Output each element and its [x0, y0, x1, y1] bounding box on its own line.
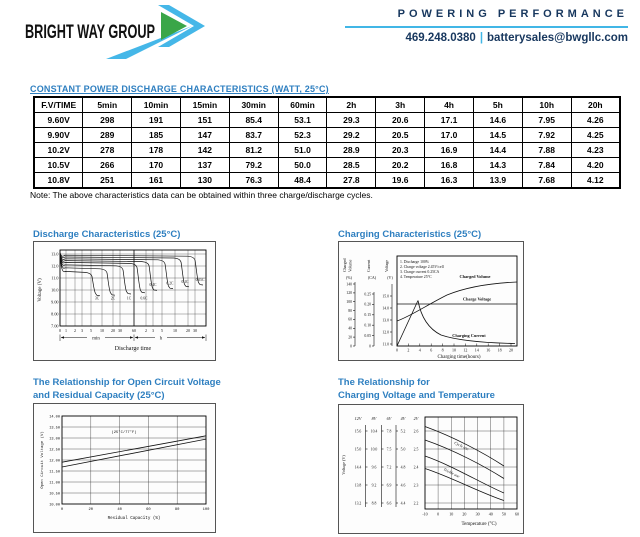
svg-text:60: 60 [515, 511, 519, 517]
svg-text:3C: 3C [94, 296, 100, 301]
table-cell: 13.9 [473, 173, 522, 189]
table-cell: 27.8 [327, 173, 376, 189]
table-cell: 4.26 [571, 113, 620, 128]
svg-text:120: 120 [346, 291, 352, 296]
svg-text:16: 16 [486, 347, 491, 353]
header-rule [345, 26, 628, 28]
svg-text:14.0: 14.0 [382, 306, 389, 311]
svg-text:6.9: 6.9 [386, 483, 392, 488]
svg-text:50: 50 [501, 511, 506, 517]
table-cell: 19.6 [376, 173, 425, 189]
column-header: 60min [278, 97, 327, 113]
table-cell: 76.3 [229, 173, 278, 189]
table-cell: 10.8V [34, 173, 83, 189]
column-header: 2h [327, 97, 376, 113]
svg-text:10.0: 10.0 [51, 287, 59, 293]
table-cell: 14.5 [473, 128, 522, 143]
separator: | [479, 32, 484, 44]
charging-chart [338, 241, 524, 361]
table-cell: 4.12 [571, 173, 620, 189]
contact-line [405, 32, 628, 44]
min-segment-label: min [92, 336, 100, 342]
scale-axis-lines [366, 425, 399, 507]
svg-text:Charged: Charged [342, 258, 347, 272]
x-tick-labels [59, 328, 197, 333]
table-cell: 81.2 [229, 143, 278, 158]
svg-text:0: 0 [59, 328, 61, 333]
svg-text:Volume: Volume [347, 259, 353, 272]
svg-text:60: 60 [146, 508, 151, 512]
test-conditions [400, 260, 444, 279]
svg-text:2.2: 2.2 [413, 501, 419, 506]
svg-text:80: 80 [348, 308, 352, 313]
current-tick-labels [364, 292, 371, 348]
discharge-chart-title: Discharge Characteristics (25°C) [33, 229, 181, 240]
table-cell: 17.0 [425, 128, 474, 143]
table-cell: 79.2 [229, 158, 278, 173]
table-cell: 16.3 [425, 173, 474, 189]
svg-text:0.1C: 0.1C [181, 280, 189, 284]
svg-text:3: 3 [81, 328, 83, 333]
svg-text:7.5: 7.5 [386, 447, 392, 452]
table-cell: 137 [180, 158, 229, 173]
table-cell: 7.68 [522, 173, 571, 189]
svg-text:3. Charge current 0.25CA: 3. Charge current 0.25CA [400, 270, 440, 274]
brand-logo [22, 3, 222, 61]
svg-text:8V: 8V [371, 416, 377, 421]
svg-text:(%): (%) [346, 275, 352, 280]
svg-text:2C: 2C [110, 296, 116, 301]
table-cell: 10.2V [34, 143, 83, 158]
tagline: POWERING PERFORMANCE [397, 8, 628, 20]
table-row [34, 158, 620, 173]
svg-text:0: 0 [437, 511, 440, 517]
svg-text:0: 0 [350, 344, 352, 349]
charged-volume-curve [397, 282, 517, 321]
column-header: 4h [425, 97, 474, 113]
svg-text:40: 40 [348, 326, 352, 331]
column-header: 20h [571, 97, 620, 113]
svg-text:0.25: 0.25 [364, 292, 371, 297]
table-cell: 14.6 [473, 113, 522, 128]
svg-text:60: 60 [132, 328, 136, 333]
table-cell: 7.88 [522, 143, 571, 158]
svg-text:2: 2 [407, 347, 410, 353]
svg-text:10: 10 [100, 328, 104, 333]
table-cell: 29.3 [327, 113, 376, 128]
table-row [34, 173, 620, 189]
svg-text:100: 100 [202, 508, 210, 512]
svg-text:Current: Current [366, 259, 371, 272]
mini-axes [353, 282, 392, 349]
svg-text:13.2: 13.2 [354, 501, 362, 506]
ocv-lines [62, 436, 206, 467]
y-tick-labels [49, 415, 60, 507]
svg-text:Charging Current: Charging Current [452, 333, 486, 338]
x-axis-label: Discharge time [114, 346, 152, 352]
table-cell: 178 [132, 143, 181, 158]
svg-text:-10: -10 [422, 511, 428, 517]
svg-text:Voltage: Voltage [384, 259, 389, 272]
svg-text:12.00: 12.00 [49, 459, 60, 464]
svg-text:0.20: 0.20 [364, 302, 371, 307]
svg-text:2: 2 [74, 328, 76, 333]
hour-segment-label: h [159, 336, 163, 342]
table-cell: 266 [83, 158, 132, 173]
svg-text:2V: 2V [413, 416, 419, 421]
table-cell: 289 [83, 128, 132, 143]
column-header: 5min [83, 97, 132, 113]
svg-text:4.8: 4.8 [400, 465, 406, 470]
temp-chart-title [338, 376, 568, 402]
table-cell: 191 [132, 113, 181, 128]
ocv-chart [33, 403, 216, 533]
svg-text:11.00: 11.00 [49, 481, 60, 486]
svg-text:11.0: 11.0 [51, 275, 59, 281]
svg-text:6: 6 [430, 347, 433, 353]
column-header: 10min [132, 97, 181, 113]
charging-chart-title: Charging Characteristics (25°C) [338, 229, 482, 240]
svg-text:2: 2 [145, 328, 147, 333]
svg-text:13.50: 13.50 [49, 426, 60, 431]
column-header: 30min [229, 97, 278, 113]
svg-text:14.4: 14.4 [354, 465, 362, 470]
svg-text:0.4C: 0.4C [149, 283, 157, 287]
x-tick-labels [61, 508, 210, 512]
svg-text:20: 20 [88, 508, 94, 512]
table-cell: 83.7 [229, 128, 278, 143]
cycle-use-label: Cycle use [453, 440, 470, 452]
table-cell: 142 [180, 143, 229, 158]
table-cell: 14.4 [473, 143, 522, 158]
table-cell: 28.9 [327, 143, 376, 158]
table-cell: 185 [132, 128, 181, 143]
table-cell: 298 [83, 113, 132, 128]
trickle-use-label: Trickle use [442, 466, 461, 479]
table-header-row [34, 97, 620, 113]
svg-text:5.2: 5.2 [400, 429, 406, 434]
table-title: CONSTANT POWER DISCHARGE CHARACTERISTICS (WATT, 25°C) [30, 84, 329, 94]
scale-6v [387, 430, 392, 506]
column-header: 5h [473, 97, 522, 113]
table-cell: 14.3 [473, 158, 522, 173]
table-cell: 29.2 [327, 128, 376, 143]
table-cell: 9.60V [34, 113, 83, 128]
svg-text:1. Discharge 100%: 1. Discharge 100% [400, 260, 429, 264]
svg-text:2.5: 2.5 [413, 447, 419, 452]
discharge-chart [33, 241, 216, 361]
email-link[interactable]: batterysales@bwgllc.com [487, 32, 628, 44]
svg-text:6V: 6V [386, 416, 392, 421]
table-cell: 16.8 [425, 158, 474, 173]
svg-text:4. Temperature 25°C: 4. Temperature 25°C [400, 275, 432, 279]
svg-text:Charged Volume: Charged Volume [459, 274, 491, 279]
svg-text:20: 20 [186, 328, 190, 333]
svg-text:0: 0 [396, 347, 398, 353]
svg-text:20: 20 [111, 328, 115, 333]
scale-12v [355, 430, 362, 506]
table-cell: 28.5 [327, 158, 376, 173]
svg-text:13.00: 13.00 [49, 437, 60, 442]
current-rise [397, 301, 418, 347]
svg-text:15.6: 15.6 [354, 429, 362, 434]
scale-2v [414, 430, 419, 506]
table-row [34, 128, 620, 143]
axis-titles [342, 259, 393, 280]
table-cell: 50.0 [278, 158, 327, 173]
svg-text:9.00: 9.00 [51, 299, 59, 305]
svg-text:20: 20 [462, 511, 467, 517]
svg-text:(CA): (CA) [367, 275, 377, 280]
svg-text:7.00: 7.00 [51, 323, 59, 329]
svg-text:12V: 12V [354, 416, 362, 421]
table-cell: 16.9 [425, 143, 474, 158]
logo-text: BRIGHT WAY GROUP [25, 22, 156, 43]
svg-text:4V: 4V [400, 416, 406, 421]
svg-text:10.4: 10.4 [370, 429, 378, 434]
svg-text:0: 0 [369, 344, 371, 349]
x-axis-label: Charging time(hours) [437, 355, 481, 360]
ocv-chart-title [33, 376, 263, 402]
svg-text:13.0: 13.0 [382, 318, 389, 323]
table-cell: 151 [180, 113, 229, 128]
table-cell: 10.5V [34, 158, 83, 173]
svg-text:13.8: 13.8 [354, 483, 362, 488]
column-header: 10h [522, 97, 571, 113]
table-note: Note: The above characteristics data can be obtained within three charge/discharge cycles. [30, 190, 373, 200]
svg-text:8.00: 8.00 [51, 311, 59, 317]
y-axis-label: Voltage (V) [341, 455, 346, 475]
table-cell: 147 [180, 128, 229, 143]
svg-text:(V): (V) [387, 275, 393, 280]
scale-column-headers [355, 416, 419, 421]
svg-text:12.0: 12.0 [51, 263, 59, 269]
svg-text:2. Charge voltage 2.45V/cell: 2. Charge voltage 2.45V/cell [400, 265, 444, 269]
discharge-curves [60, 252, 203, 296]
table-cell: 130 [180, 173, 229, 189]
temp-chart [338, 404, 524, 534]
table-cell: 7.92 [522, 128, 571, 143]
y-axis-label: Voltage (V) [38, 278, 43, 302]
svg-text:20: 20 [348, 335, 352, 340]
svg-text:0.15: 0.15 [364, 313, 371, 318]
table-cell: 20.5 [376, 128, 425, 143]
temp-title-line2: Charging Voltage and Temperature [338, 390, 495, 401]
svg-text:14: 14 [474, 347, 479, 353]
svg-text:9.6: 9.6 [371, 465, 377, 470]
table-cell: 278 [83, 143, 132, 158]
x-tick-labels [422, 512, 519, 517]
ocv-title-line1: The Relationship for Open Circuit Voltage [33, 377, 221, 388]
y-axis-label: Open Circuit Voltage (V) [41, 431, 45, 489]
svg-text:30: 30 [475, 511, 480, 517]
table-cell: 85.4 [229, 113, 278, 128]
table-cell: 4.20 [571, 158, 620, 173]
svg-text:40: 40 [488, 511, 493, 517]
svg-text:5: 5 [161, 328, 163, 333]
svg-text:2.3: 2.3 [413, 483, 419, 488]
table-cell: 52.3 [278, 128, 327, 143]
svg-text:0.05C: 0.05C [195, 278, 205, 282]
grid [425, 417, 517, 509]
volume-tick-labels [346, 282, 352, 348]
svg-text:0: 0 [60, 508, 64, 512]
svg-text:60: 60 [348, 317, 352, 322]
temp-title-line1: The Relationship for [338, 377, 430, 388]
svg-text:10.00: 10.00 [49, 503, 60, 508]
svg-text:0.05: 0.05 [364, 333, 371, 338]
svg-text:18: 18 [497, 347, 502, 353]
temperature-annotation: (25°C/77°F) [111, 431, 137, 435]
table-cell: 251 [83, 173, 132, 189]
svg-text:3: 3 [152, 328, 154, 333]
svg-text:13.0: 13.0 [51, 251, 59, 257]
x-axis-label: Temperature (°C) [461, 522, 497, 527]
svg-text:8.8: 8.8 [371, 501, 377, 506]
svg-text:4: 4 [418, 347, 421, 353]
table-cell: 4.23 [571, 143, 620, 158]
svg-text:9.2: 9.2 [371, 483, 377, 488]
svg-text:30: 30 [118, 328, 122, 333]
svg-text:2.6: 2.6 [413, 429, 419, 434]
svg-text:1: 1 [65, 328, 67, 333]
table-row [34, 143, 620, 158]
table-cell: 7.84 [522, 158, 571, 173]
x-axis-label: Residual Capacity (%) [107, 517, 161, 521]
plot-border [425, 417, 517, 509]
svg-text:10: 10 [449, 511, 454, 517]
svg-text:20: 20 [509, 347, 513, 353]
column-header: 15min [180, 97, 229, 113]
svg-text:0.6C: 0.6C [140, 296, 148, 301]
table-cell: 48.4 [278, 173, 327, 189]
svg-text:1C: 1C [126, 296, 132, 301]
svg-text:10: 10 [173, 328, 177, 333]
scale-8v [371, 430, 378, 506]
table-row [34, 113, 620, 128]
svg-text:12: 12 [463, 347, 468, 353]
table-cell: 9.90V [34, 128, 83, 143]
svg-text:80: 80 [174, 508, 180, 512]
table-cell: 20.6 [376, 113, 425, 128]
svg-text:11.0: 11.0 [382, 342, 389, 347]
column-header: F.V/TIME [34, 97, 83, 113]
time-unit-brackets [60, 335, 206, 342]
svg-text:7.8: 7.8 [386, 429, 392, 434]
table-cell: 51.0 [278, 143, 327, 158]
svg-text:140: 140 [346, 282, 352, 287]
table-cell: 4.25 [571, 128, 620, 143]
svg-text:0.10: 0.10 [364, 323, 371, 328]
scale-4v [401, 430, 406, 506]
svg-text:11.50: 11.50 [49, 470, 60, 475]
svg-text:2.4: 2.4 [413, 465, 419, 470]
constant-power-table [33, 96, 621, 189]
svg-text:12.0: 12.0 [382, 330, 389, 335]
grid [62, 416, 206, 504]
svg-text:5: 5 [90, 328, 92, 333]
svg-text:4.6: 4.6 [400, 483, 406, 488]
svg-text:40: 40 [117, 508, 122, 512]
svg-text:14.00: 14.00 [49, 415, 60, 420]
svg-text:Charge Voltage: Charge Voltage [462, 296, 492, 302]
table-cell: 170 [132, 158, 181, 173]
column-header: 3h [376, 97, 425, 113]
table-cell: 161 [132, 173, 181, 189]
svg-text:6.6: 6.6 [386, 501, 392, 506]
svg-text:7.2: 7.2 [386, 465, 392, 470]
table-cell: 20.3 [376, 143, 425, 158]
table-cell: 20.2 [376, 158, 425, 173]
svg-text:12.50: 12.50 [49, 448, 60, 453]
svg-text:5.0: 5.0 [400, 447, 406, 452]
voltage-tick-labels [382, 294, 389, 346]
table-cell: 53.1 [278, 113, 327, 128]
y-tick-labels [51, 252, 58, 329]
phone-number: 469.248.0380 [405, 32, 476, 44]
curve-labels [452, 274, 491, 338]
svg-text:10: 10 [452, 347, 456, 353]
table-cell: 17.1 [425, 113, 474, 128]
svg-text:0.2C: 0.2C [166, 281, 174, 286]
svg-text:15.0: 15.0 [354, 447, 362, 452]
x-tick-labels [396, 348, 513, 353]
svg-text:10.50: 10.50 [49, 492, 60, 497]
svg-text:30: 30 [193, 328, 197, 333]
svg-text:8: 8 [441, 347, 444, 353]
table-cell: 7.95 [522, 113, 571, 128]
svg-text:15.0: 15.0 [382, 294, 389, 299]
svg-text:10.0: 10.0 [370, 447, 378, 452]
ocv-title-line2: and Residual Capacity (25°C) [33, 390, 165, 401]
curve-rate-labels [95, 278, 205, 301]
svg-text:100: 100 [346, 300, 352, 304]
svg-text:4.4: 4.4 [400, 501, 406, 506]
